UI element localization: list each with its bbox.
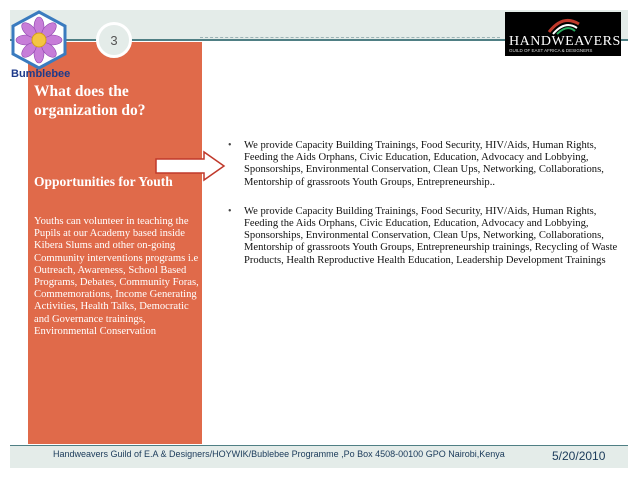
handweavers-logo xyxy=(505,12,621,56)
slide-title: What does the organization do? xyxy=(34,83,146,119)
flower-icon xyxy=(8,10,70,70)
left-body-text: Youths can volunteer in teaching the Pupils at our Academy based inside Kibera Slums and other on-going Community interventions programs i.e Outreach, Awareness, School Based Programs, Debates, Community Foras, Commemorations, Income Generating Activities, Health Talks, Democratic and Governance trainings, Environmental Conservation xyxy=(34,216,199,337)
bullet-text: We provide Capacity Building Trainings, Food Security, HIV/Aids, Human Rights, Feeding the Aids Orphans, Civic Education, Education, Advocacy and Lobbying, Sponsorships, Environmental Conservation, Clean Ups, Networking, Collaborations, Mentorship of grassroots Youth Groups, Entrepreneurship trainings, Recycling of Waste Products, Health Reproductive Health Education, Leadership Development Trainings xyxy=(244,205,618,266)
bullet-item xyxy=(228,206,623,267)
handweavers-brand: HANDWEAVERS xyxy=(509,34,621,49)
footer-text: Handweavers Guild of E.A & Designers/HOYWIK/Bublebee Programme ,Po Box 4508-00100 GPO Nairobi,Kenya xyxy=(53,449,505,459)
bumblebee-logo-text: Bumblebee xyxy=(11,68,71,80)
weave-swirl-icon xyxy=(505,12,621,36)
right-arrow-icon xyxy=(154,150,226,182)
top-dashed-rule xyxy=(200,37,500,38)
handweavers-subtitle: GUILD OF EAST AFRICA & DESIGNERS xyxy=(509,48,593,53)
bullet-text: We provide Capacity Building Trainings, Food Security, HIV/Aids, Human Rights, Feeding the Aids Orphans, Civic Education, Education, Advocacy and Lobbying, Sponsorships, Environmental Conservation, Clean Ups, Networking, Collaborations, Mentorship of grassroots Youth Groups, Entrepreneurship.. xyxy=(244,140,604,188)
slide-number: 3 xyxy=(96,22,132,58)
bullet-list xyxy=(228,140,623,284)
bullet-icon: • xyxy=(228,205,232,217)
bullet-icon: • xyxy=(228,140,232,151)
bumblebee-logo xyxy=(8,10,70,84)
slide-subtitle: Opportunities for Youth xyxy=(34,174,173,189)
footer-date: 5/20/2010 xyxy=(552,449,606,463)
bullet-item xyxy=(228,140,623,189)
